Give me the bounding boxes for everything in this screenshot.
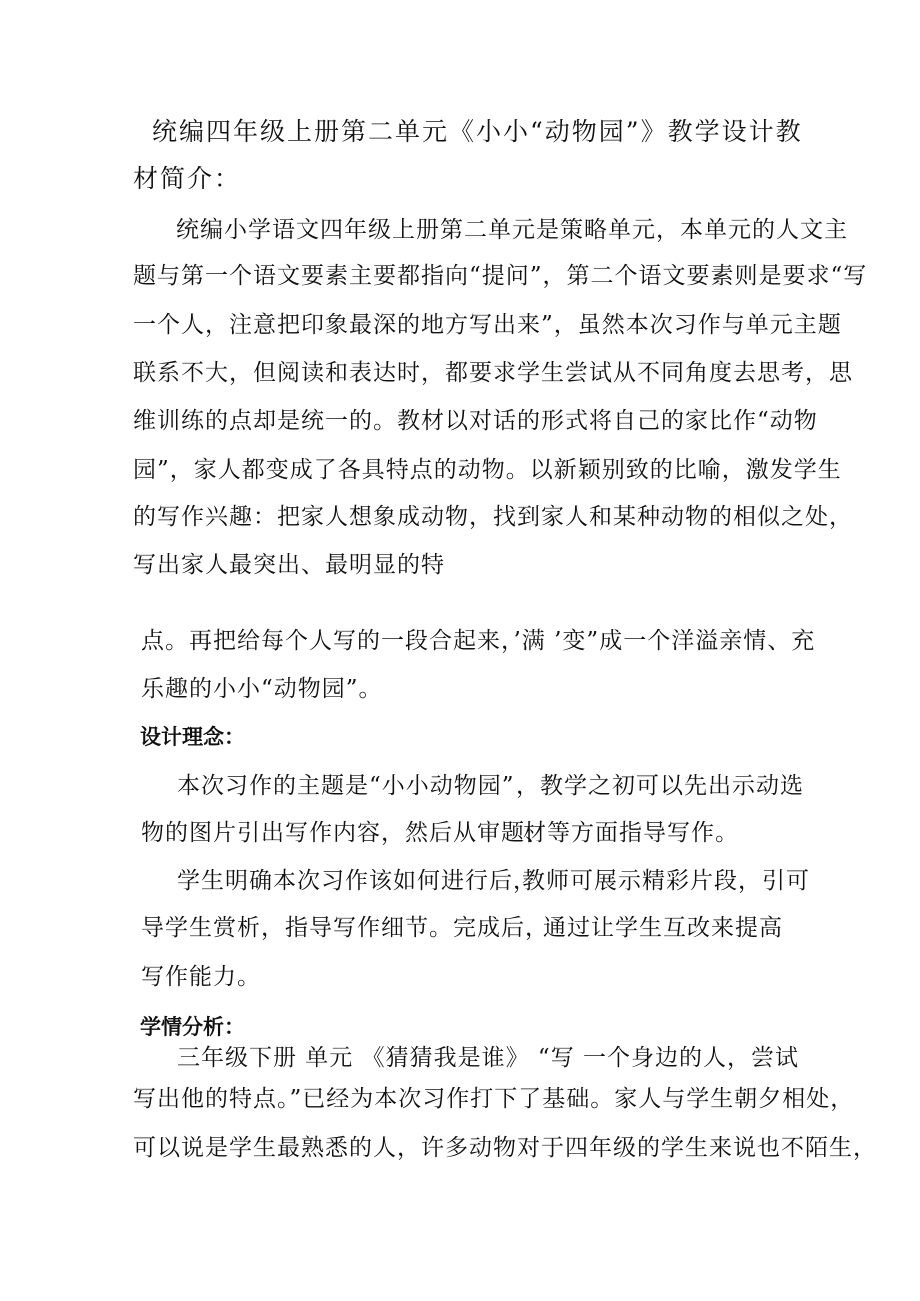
intro-continued-line: 点。再把给每个人写的一段合起来，’满 ’变”成一个洋溢亲情、充 <box>141 628 816 654</box>
document-title-line-1: 统编四年级上册第二单元《小小“动物园”》教学设计教 <box>152 117 803 146</box>
design-concept-text: 写作能力。 <box>141 964 261 990</box>
intro-line: 园”，家人都变成了各具特点的动物。以新颖别致的比喻，激发学生 <box>133 457 842 483</box>
learning-analysis-line: 可以说是学生最熟悉的人，许多动物对于四年级的学生来说也不陌生， <box>133 1135 877 1161</box>
design-concept-text: 物的图片引出写作内容，然后从审题、 <box>141 820 549 846</box>
design-concept-text: 通过让学生互改来提高 <box>543 915 783 941</box>
intro-continued-line: 乐趣的小小“动物园”。 <box>141 676 383 702</box>
intro-line: 统编小学语文四年级上册第二单元是策略单元，本单元的人文主 <box>176 217 848 243</box>
intro-line: 联系不大，但阅读和表达时，都要求学生尝试从不同角度去思考，思 <box>133 360 853 386</box>
intro-line: 写出家人最突出、最明显的特 <box>133 552 445 578</box>
learning-analysis-partial-line <box>177 1045 800 1074</box>
design-concept-text: 导学生赏析，指导写作细节。完成后， <box>141 915 549 941</box>
intro-line: 维训练的点却是统一的。教材以对话的形式将自己的家比作“动物 <box>133 408 818 434</box>
intro-line: 题与第一个语文要素主要都指向“提问”，第二个语文要素则是要求“写 <box>133 263 868 289</box>
design-concept-text: 教师可展示精彩片段，引可 <box>522 868 810 894</box>
design-concept-text: 材等方面指导写作。 <box>523 820 739 846</box>
design-concept-text: 学生明确本次习作该如何进行后， <box>177 868 537 894</box>
intro-line: 的写作兴趣：把家人想象成动物，找到家人和某种动物的相似之处， <box>133 504 853 530</box>
learning-analysis-line: 写出他的特点。”已经为本次习作打下了基础。家人与学生朝夕相处， <box>133 1086 855 1112</box>
design-concept-heading: 设计理念： <box>140 725 245 749</box>
learning-analysis-partial-text: 三年级下册 单元 《猜猜我是谁》 “写 一个身边的人，尝试 <box>177 1045 800 1071</box>
design-concept-text: ，教学之初可以先出示动选 <box>516 773 804 799</box>
intro-line: 一个人，注意把印象最深的地方写出来”，虽然本次习作与单元主题 <box>133 312 842 338</box>
design-concept-text: 本次习作的主题是“小小动物园” <box>177 773 515 799</box>
learning-analysis-heading: 学情分析： <box>140 1015 245 1039</box>
document-title-line-2: 材简介： <box>133 164 242 193</box>
